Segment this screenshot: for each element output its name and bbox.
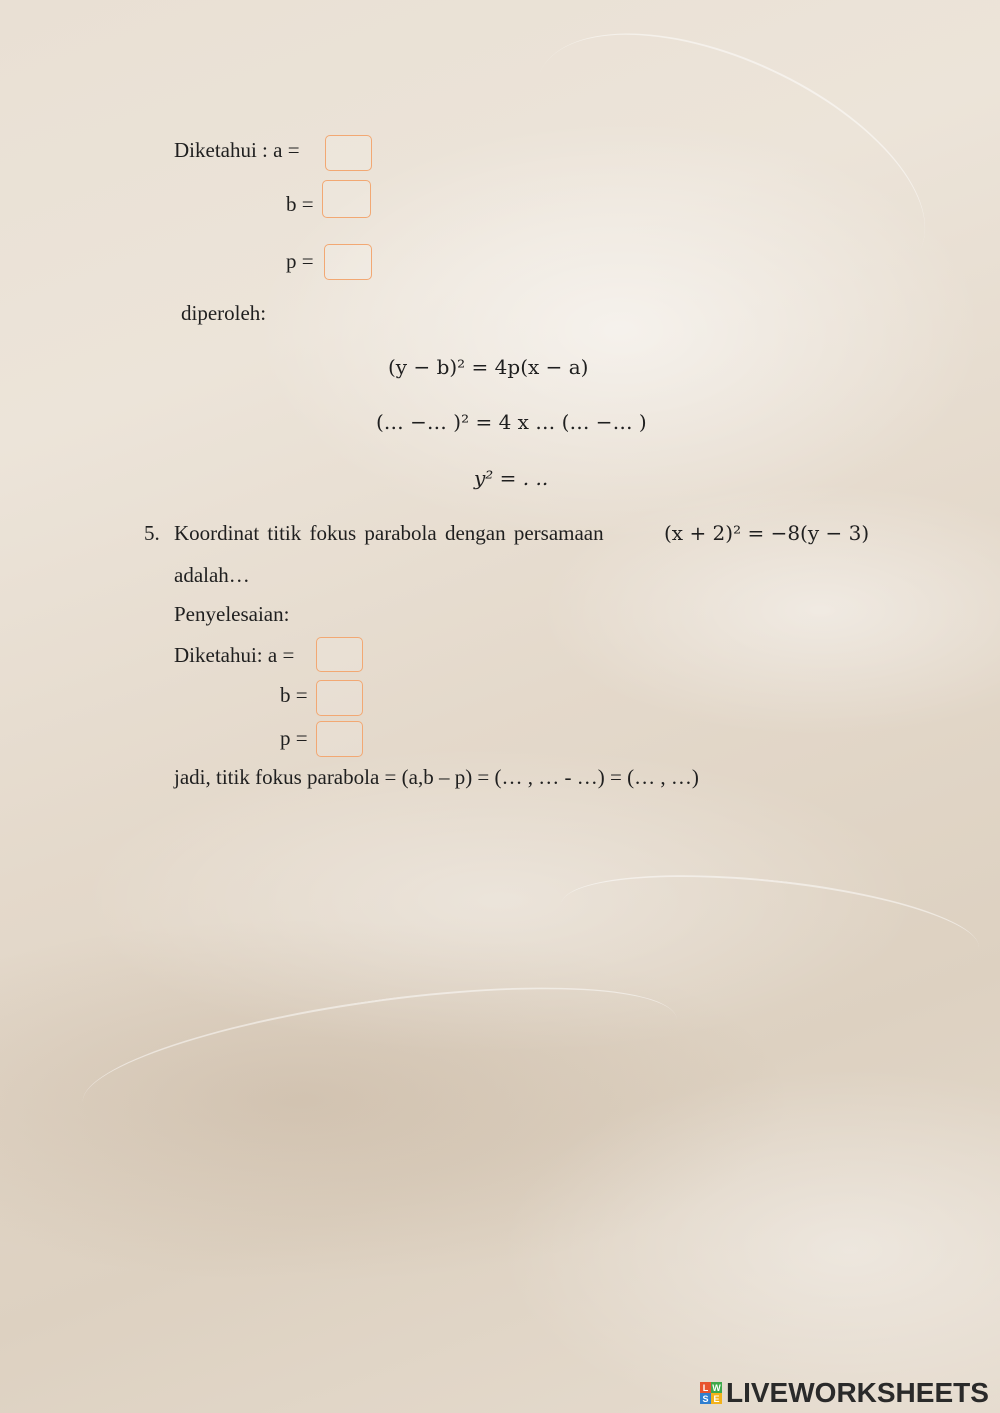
logo-mark-cell: W bbox=[712, 1382, 721, 1393]
q5-known-a-label: Diketahui: a = bbox=[174, 643, 295, 667]
q5-answer-box-a[interactable] bbox=[316, 637, 363, 672]
liveworksheets-logo-text: LIVEWORKSHEETS bbox=[726, 1377, 989, 1408]
q5-known-b-label: b = bbox=[280, 683, 308, 707]
known-a-label: Diketahui : a = bbox=[174, 138, 300, 162]
answer-box-a[interactable] bbox=[325, 135, 372, 171]
answer-box-b[interactable] bbox=[322, 180, 371, 218]
logo-mark-cell: E bbox=[711, 1393, 722, 1404]
conclusion-text: jadi, titik fokus parabola = (a,b – p) = (… , … - …) = (… , …) bbox=[174, 765, 699, 789]
equation-result bbox=[474, 465, 548, 491]
equation-general-text: (y − b)² = 4p(x − a) bbox=[388, 355, 589, 379]
known-b-label: b = bbox=[286, 192, 314, 216]
marble-vein bbox=[497, 0, 963, 341]
liveworksheets-logo-icon bbox=[700, 1382, 722, 1404]
answer-box-p[interactable] bbox=[324, 244, 372, 280]
known-p-label: p = bbox=[286, 249, 314, 273]
logo-mark-cell: L bbox=[700, 1382, 711, 1393]
question-equation: (x + 2)² = −8(y − 3) bbox=[664, 521, 870, 545]
question-text-body: Koordinat titik fokus parabola dengan persamaan bbox=[174, 521, 604, 545]
logo-mark-cell: S bbox=[700, 1393, 711, 1404]
question-text-continued: adalah… bbox=[174, 563, 250, 587]
obtained-label: diperoleh: bbox=[181, 301, 267, 325]
equation-substituted-text: (… −… )² = 4 x … (… −… ) bbox=[376, 410, 647, 434]
q5-answer-box-b[interactable] bbox=[316, 680, 363, 716]
q5-known-p-label: p = bbox=[280, 726, 308, 750]
equation-substituted bbox=[376, 409, 647, 435]
liveworksheets-logo bbox=[700, 1376, 989, 1410]
marble-vein bbox=[556, 858, 983, 993]
q5-answer-box-p[interactable] bbox=[316, 721, 363, 757]
marble-vein bbox=[74, 959, 685, 1163]
equation-result-text: y² = . .. bbox=[474, 466, 549, 490]
solution-label: Penyelesaian: bbox=[174, 602, 290, 626]
equation-general bbox=[388, 354, 588, 380]
question-number: 5. bbox=[144, 521, 160, 545]
